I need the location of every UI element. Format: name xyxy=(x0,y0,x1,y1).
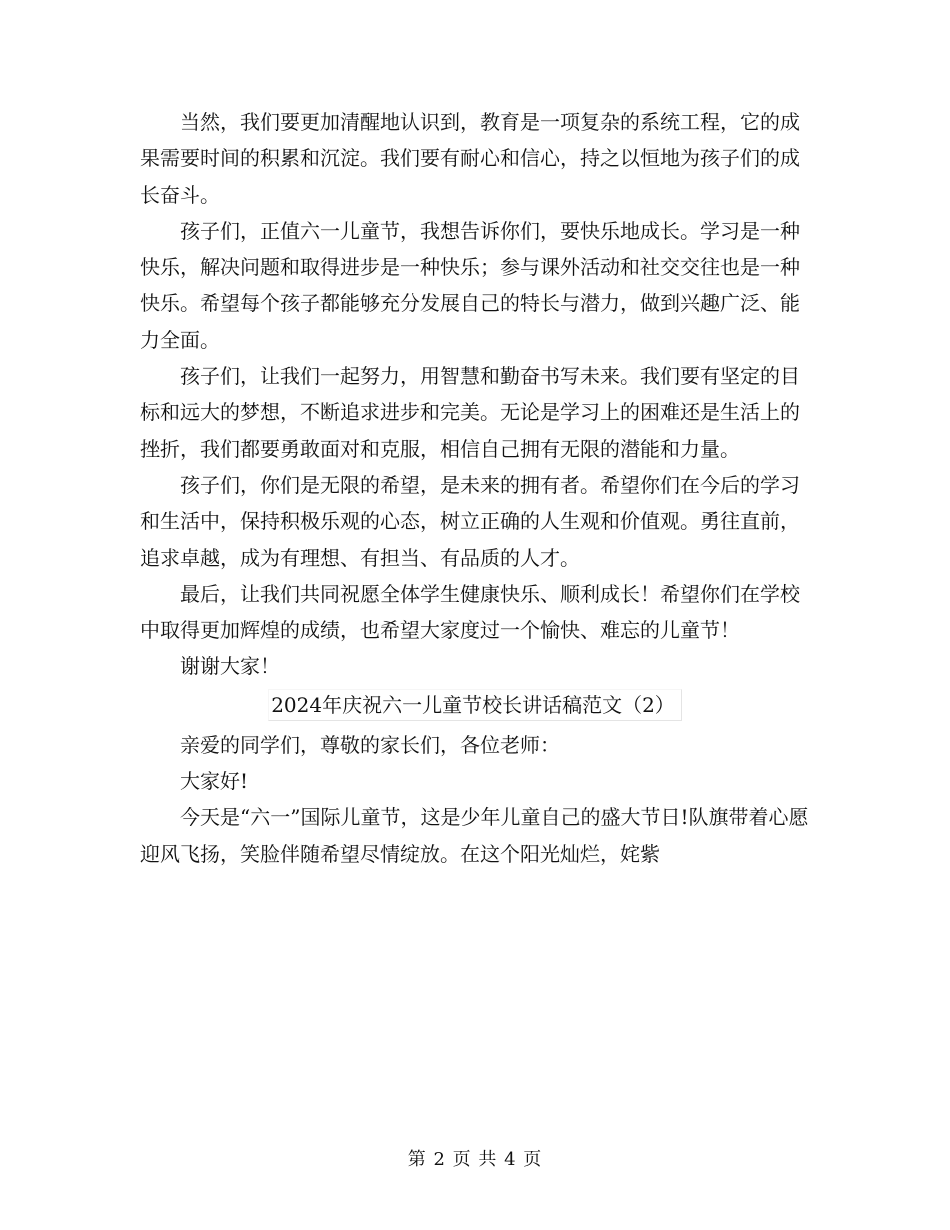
paragraph: 孩子们，你们是无限的希望，是未来的拥有者。希望你们在今后的学习和生活中，保持积极乐观的心态，树立正确的人生观和价值观。勇往直前，追求卓越，成为有理想、有担当、有品质的人才。 xyxy=(140,472,800,570)
section-heading: 2024年庆祝六一儿童节校长讲话稿范文（2） xyxy=(268,689,682,721)
paragraph: 孩子们，让我们一起努力，用智慧和勤奋书写未来。我们要有坚定的目标和远大的梦想，不断追求进步和完美。无论是学习上的困难还是生活上的挫折，我们都要勇敢面对和克服，相信自己拥有无限的潜能和力量。 xyxy=(140,364,800,461)
paragraph: 亲爱的同学们，尊敬的家长们，各位老师： xyxy=(180,732,560,757)
page-footer: 第 2 页 共 4 页 xyxy=(407,1149,543,1170)
paragraph: 当然，我们要更加清醒地认识到，教育是一项复杂的系统工程，它的成果需要时间的积累和沉淀。我们要有耐心和信心，持之以恒地为孩子们的成长奋斗。 xyxy=(140,110,800,207)
paragraph: 谢谢大家！ xyxy=(180,654,280,679)
document-body xyxy=(140,104,810,872)
section-heading-container xyxy=(140,689,810,723)
paragraph: 今天是“六一”国际儿童节，这是少年儿童自己的盛大节日!队旗带着心愿迎风飞扬，笑脸伴随希望尽情绽放。在这个阳光灿烂，姹紫 xyxy=(140,805,809,866)
paragraph: 大家好! xyxy=(180,769,249,794)
paragraph: 孩子们，正值六一儿童节，我想告诉你们，要快乐地成长。学习是一种快乐，解决问题和取得进步是一种快乐；参与课外活动和社交交往也是一种快乐。希望每个孩子都能够充分发展自己的特长与潜力，做到兴趣广泛、能力全面。 xyxy=(140,218,800,352)
paragraph: 最后，让我们共同祝愿全体学生健康快乐、顺利成长！希望你们在学校中取得更加辉煌的成绩，也希望大家度过一个愉快、难忘的儿童节！ xyxy=(140,581,800,643)
